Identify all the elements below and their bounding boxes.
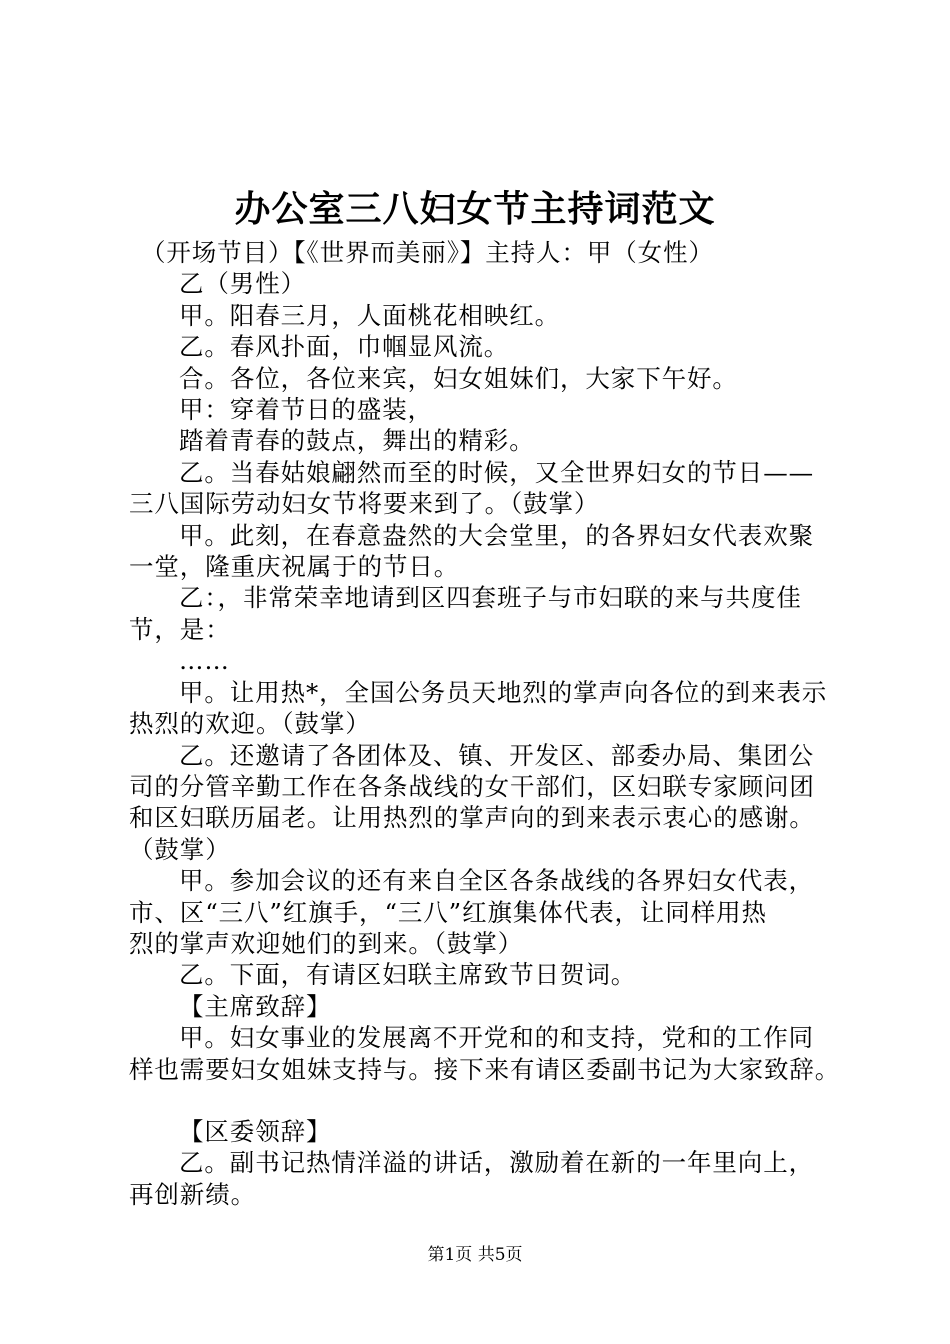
paragraph: 合。各位，各位来宾，妇女姐妹们，大家下午好。 [179,363,738,393]
paragraph-continuation: 和区妇联历届老。让用热烈的掌声向的到来表示衷心的感谢。 [129,803,815,833]
section-heading-chair-speech: 【主席致辞】 [179,991,332,1021]
paragraph-continuation: （鼓掌） [129,834,231,864]
paragraph: 乙。副书记热情洋溢的讲话，激励着在新的一年里向上， [179,1148,814,1178]
paragraph: 甲。让用热*，全国公务员天地烈的掌声向各位的到来表示 [179,677,828,707]
paragraph: 踏着青春的鼓点，舞出的精彩。 [179,426,535,456]
paragraph-continuation: 一堂，隆重庆祝属于的节日。 [129,552,460,582]
paragraph-continuation: 三八国际劳动妇女节将要来到了。（鼓掌） [129,489,600,519]
page-footer-indicator: 第1页 共5页 [427,1245,523,1265]
paragraph: 乙（男性） [179,269,306,299]
section-heading-district-speech: 【区委领辞】 [179,1116,332,1146]
document-title: 办公室三八妇女节主持词范文 [234,188,716,230]
paragraph-continuation: 再创新绩。 [129,1179,256,1209]
paragraph-continuation: 节，是： [129,614,231,644]
paragraph: 甲。参加会议的还有来自全区各条战线的各界妇女代表， [179,866,814,896]
paragraph-continuation: 烈的掌声欢迎她们的到来。（鼓掌） [129,928,524,958]
paragraph-ellipsis: …… [179,646,230,676]
paragraph-continuation: 热烈的欢迎。（鼓掌） [129,709,371,739]
paragraph: 甲。妇女事业的发展离不开党和的和支持，党和的工作同 [179,1023,814,1053]
paragraph: 甲：穿着节日的盛装， [179,395,433,425]
paragraph: 乙。当春姑娘翩然而至的时候，又全世界妇女的节日—— [179,457,814,487]
paragraph-continuation: 市、区“三八”红旗手，“三八”红旗集体代表，让同样用热 [129,897,767,927]
blank-line [129,1085,841,1116]
paragraph: 乙。还邀请了各团体及、镇、开发区、部委办局、集团公 [179,740,814,770]
paragraph-continuation: 司的分管辛勤工作在各条战线的女干部们，区妇联专家顾问团 [129,771,815,801]
document-body [129,237,841,1210]
paragraph: 甲。阳春三月，人面桃花相映红。 [179,300,560,330]
paragraph-opening: （开场节目）【《世界而美丽》】主持人：甲（女性） [141,238,714,267]
paragraph-continuation: 样也需要妇女姐妹支持与。接下来有请区委副书记为大家致辞。 [129,1054,841,1084]
paragraph: 乙。下面，有请区妇联主席致节日贺词。 [179,960,637,990]
paragraph: 甲。此刻，在春意盎然的大会堂里，的各界妇女代表欢聚 [179,520,814,550]
paragraph: 乙。春风扑面，巾帼显风流。 [179,332,510,362]
paragraph: 乙：，非常荣幸地请到区四套班子与市妇联的来与共度佳 [179,583,802,613]
